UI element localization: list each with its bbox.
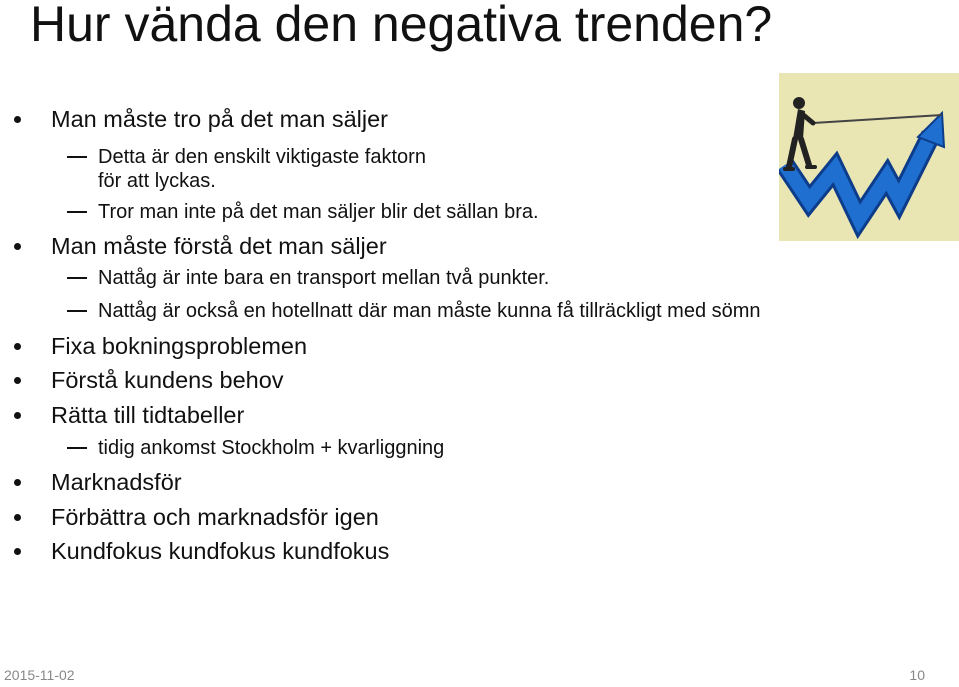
dash-icon <box>67 310 87 312</box>
bullet-text: Marknadsför <box>51 469 182 495</box>
sub-bullet-text: Tror man inte på det man säljer blir det sällan bra. <box>98 201 539 223</box>
sub-bullet-text: tidig ankomst Stockholm + kvarliggning <box>98 437 445 459</box>
bullet-item <box>14 537 389 565</box>
sub-bullet-text: Nattåg är inte bara en transport mellan två punkter. <box>98 267 550 289</box>
bullet-item <box>14 366 284 394</box>
slide-title: Hur vända den negativa trenden? <box>30 0 773 52</box>
bullet-text: Man måste tro på det man säljer <box>51 106 388 132</box>
man-pulling-rising-arrow-icon <box>779 73 959 241</box>
sub-bullet-item <box>67 145 426 193</box>
bullet-text: Fixa bokningsproblemen <box>51 333 308 359</box>
bullet-text: Kundfokus kundfokus kundfokus <box>51 538 390 564</box>
sub-bullet-text-continuation: för att lyckas. <box>98 170 216 192</box>
bullet-item <box>14 232 387 260</box>
dash-icon <box>67 156 87 158</box>
bullet-text: Förstå kundens behov <box>51 367 284 393</box>
bullet-item <box>14 503 379 531</box>
sub-bullet-item <box>67 299 761 323</box>
dash-icon <box>67 447 87 449</box>
slide-date: 2015-11-02 <box>4 667 75 683</box>
bullet-item <box>14 401 244 429</box>
bullet-item <box>14 332 307 360</box>
sub-bullet-item <box>67 200 539 224</box>
bullet-text: Man måste förstå det man säljer <box>51 233 387 259</box>
dash-icon <box>67 211 87 213</box>
bullet-text: Rätta till tidtabeller <box>51 402 245 428</box>
slide-number: 10 <box>909 667 925 683</box>
sub-bullet-item <box>67 266 549 290</box>
bullet-item <box>14 468 182 496</box>
sub-bullet-text: Nattåg är också en hotellnatt där man måste kunna få tillräckligt med sömn <box>98 300 761 322</box>
dash-icon <box>67 277 87 279</box>
sub-bullet-item <box>67 436 444 460</box>
bullet-text: Förbättra och marknadsför igen <box>51 504 379 530</box>
sub-bullet-text: Detta är den enskilt viktigaste faktorn <box>98 146 426 168</box>
bullet-item <box>14 105 388 133</box>
